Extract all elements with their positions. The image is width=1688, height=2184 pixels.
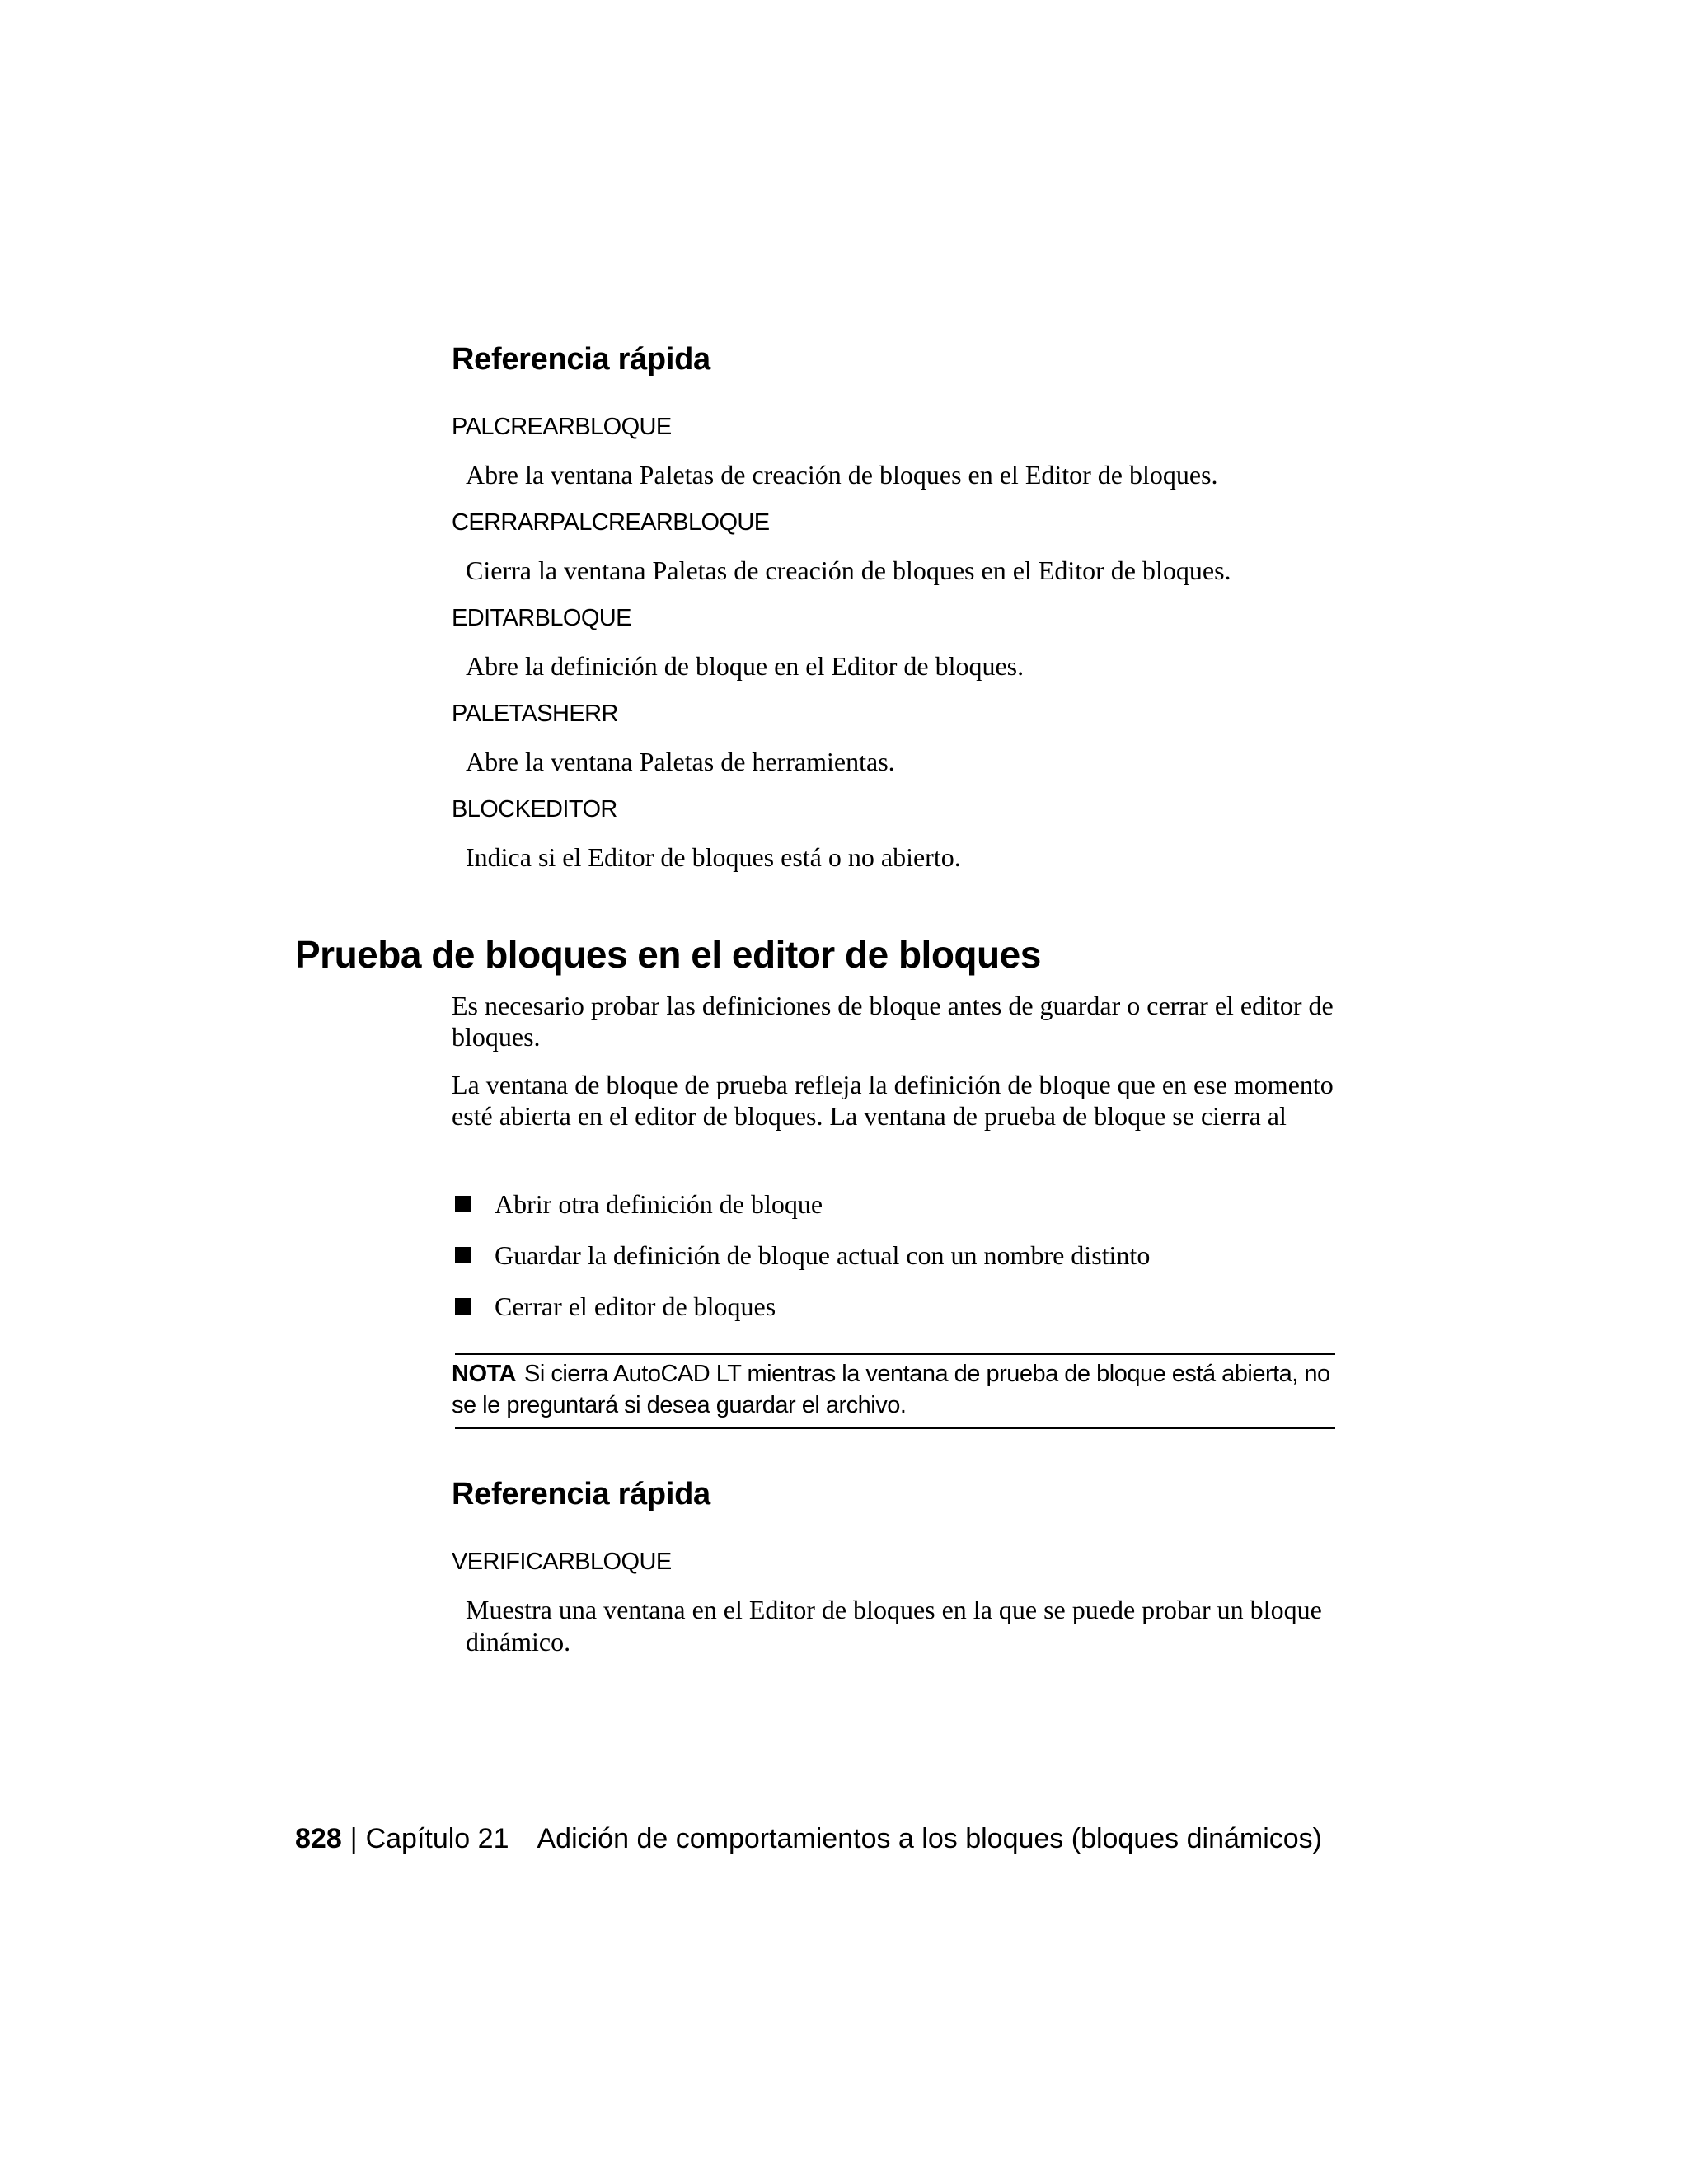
command-name: VERIFICARBLOQUE: [452, 1549, 672, 1575]
bullet-list-item: [455, 1290, 776, 1323]
bullet-square-icon: [455, 1196, 471, 1212]
bullet-text: Abrir otra definición de bloque: [495, 1189, 823, 1219]
command-name: EDITARBLOQUE: [452, 605, 631, 631]
note-label: NOTA: [452, 1361, 517, 1387]
command-description: Cierra la ventana Paletas de creación de bloques en el Editor de bloques.: [466, 555, 1231, 585]
command-name: BLOCKEDITOR: [452, 796, 617, 823]
command-description: Indica si el Editor de bloques está o no abierto.: [466, 842, 961, 872]
quick-reference-heading: Referencia rápida: [452, 342, 710, 377]
note: [452, 1358, 1332, 1421]
note-top-rule: [455, 1353, 1335, 1355]
chapter-label: Capítulo 21: [365, 1823, 509, 1854]
footer-separator: |: [349, 1823, 358, 1854]
section-heading: Prueba de bloques en el editor de bloques: [295, 933, 1041, 976]
quick-reference-heading: Referencia rápida: [452, 1477, 710, 1511]
bullet-square-icon: [455, 1298, 471, 1315]
chapter-title: Adición de comportamientos a los bloques (bloques dinámicos): [537, 1823, 1322, 1854]
page-number: 828: [295, 1823, 342, 1854]
bullet-square-icon: [455, 1247, 471, 1263]
command-description: Abre la ventana Paletas de herramientas.: [466, 747, 895, 776]
page-footer: [295, 1821, 1322, 1856]
command-description: Abre la definición de bloque en el Editor de bloques.: [466, 651, 1025, 681]
bullet-text: Guardar la definición de bloque actual con un nombre distinto: [495, 1240, 1151, 1270]
bullet-text: Cerrar el editor de bloques: [495, 1291, 776, 1321]
body-paragraph: Es necesario probar las definiciones de bloque antes de guardar o cerrar el editor de bloques.: [452, 991, 1334, 1052]
note-bottom-rule: [455, 1427, 1335, 1429]
body-paragraph: La ventana de bloque de prueba refleja la definición de bloque que en ese momento esté abierta en el editor de bloques. La ventana de prueba de bloque se cierra al: [452, 1070, 1334, 1131]
bullet-list-item: [455, 1239, 1150, 1272]
command-name: PALETASHERR: [452, 701, 618, 727]
command-description: Abre la ventana Paletas de creación de bloques en el Editor de bloques.: [466, 460, 1218, 490]
command-description: Muestra una ventana en el Editor de bloques en la que se puede probar un bloque dinámico.: [466, 1595, 1322, 1657]
bullet-list-item: [455, 1188, 823, 1221]
command-name: CERRARPALCREARBLOQUE: [452, 509, 770, 536]
note-text: Si cierra AutoCAD LT mientras la ventana de prueba de bloque está abierta, no se le preguntará si desea guardar el archivo.: [452, 1361, 1330, 1418]
command-name: PALCREARBLOQUE: [452, 414, 672, 440]
